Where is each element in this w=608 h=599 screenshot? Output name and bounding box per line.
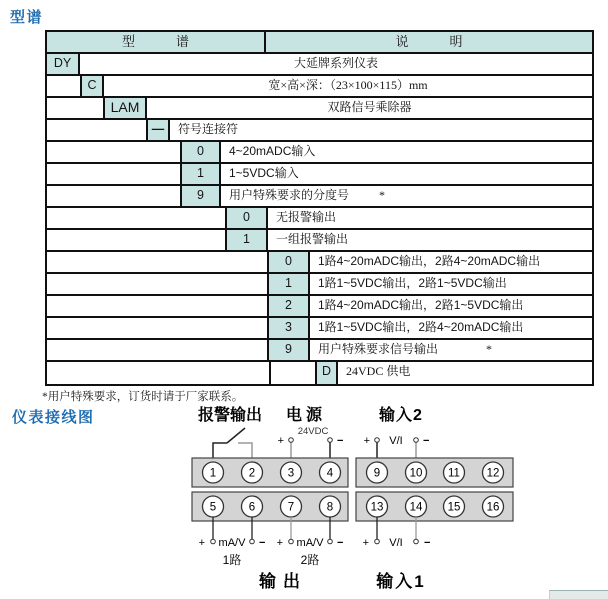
svg-text:14: 14 [409,501,423,514]
output2-polarity-labels [277,537,344,549]
table-row [47,318,592,340]
spacer-cell [47,120,146,140]
input2-vi-label: V/I [389,435,403,447]
page-title: 型谱 [10,9,44,26]
spacer-cell [47,274,267,294]
power-label: 电源 [285,407,327,424]
input1-polarity-labels [363,537,431,549]
output-label: 输出 [259,572,307,591]
header-model: 型 谱 [47,32,264,52]
svg-text:−: − [259,537,266,549]
table-footnote: *用户特殊要求，订货时请于厂家联系。 [42,391,244,403]
output1-mav-label: mA/V [218,537,246,549]
svg-text:11: 11 [448,467,460,480]
table-row [47,252,592,274]
svg-text:−: − [424,537,431,549]
terminal-5 [203,496,224,517]
terminal-14 [406,496,427,517]
svg-text:9: 9 [373,467,381,480]
table-row [47,208,592,230]
svg-text:7: 7 [287,501,295,514]
svg-text:6: 6 [248,501,256,514]
footnote-marker: * [379,188,386,202]
desc-cell: 1路1~5VDC输出，2路4~20mADC输出 [318,320,524,334]
code-cell: D [315,362,338,384]
terminal-7 [281,496,302,517]
terminal-1 [203,462,224,483]
code-cell: 0 [180,142,221,162]
code-cell: 9 [180,186,221,206]
terminal-15 [444,496,465,517]
desc-cell [221,186,592,206]
footnote-marker: * [486,342,493,356]
svg-text:+: + [198,537,205,549]
channel2-label: 2路 [300,553,320,567]
code-cell: C [80,76,104,96]
spacer-cell [47,318,267,338]
power-voltage-label: 24VDC [297,426,329,437]
table-row [47,142,592,164]
spacer-cell [47,186,180,206]
input1-label: 输入1 [376,572,426,591]
output1-polarity-labels [199,537,266,549]
table-row [47,230,592,252]
svg-text:8: 8 [326,501,334,514]
code-cell: 0 [267,252,310,272]
spacer-cell [47,208,225,228]
output2-mav-label: mA/V [296,537,324,549]
desc-cell: 24VDC 供电 [346,364,411,378]
terminal-10 [406,462,427,483]
header-description: 说 明 [264,32,592,52]
desc-cell: 无报警输出 [276,210,337,224]
wiring-diagram-heading: 仪表接线图 [12,409,95,426]
table-row [47,120,592,142]
input2-plus-label: + [363,435,370,447]
terminal-8 [320,496,341,517]
desc-cell: 双路信号乘除器 [327,100,412,114]
desc-cell: 1路4~20mADC输出，2路4~20mADC输出 [318,254,541,268]
terminal-2 [242,462,263,483]
svg-text:−: − [337,537,344,549]
input1-vi-label: V/I [389,537,403,549]
spacer-cell [47,252,267,272]
input2-minus-label: − [423,435,430,447]
table-row [47,274,592,296]
alarm-output-label: 报警输出 [197,407,263,424]
code-cell: 1 [267,274,310,294]
table-row [47,362,592,384]
spacer-cell [47,76,80,96]
model-spectrum-table [45,30,594,386]
svg-text:+: + [276,537,283,549]
code-cell: 3 [267,318,310,338]
svg-text:15: 15 [447,501,461,514]
svg-text:16: 16 [486,501,500,514]
terminal-11 [444,462,465,483]
svg-text:2: 2 [248,467,256,480]
desc-text: 用户特殊要求信号输出 [318,342,439,356]
spacer-cell [47,362,271,384]
power-plus-label: + [277,435,284,447]
spacer-cell [271,362,315,384]
svg-text:12: 12 [486,467,500,480]
svg-text:1: 1 [209,467,217,480]
terminal-6 [242,496,263,517]
desc-cell: 4~20mADC输入 [229,144,316,158]
desc-cell: 1路4~20mADC输出，2路1~5VDC输出 [318,298,524,312]
svg-text:5: 5 [209,501,217,514]
channel1-label: 1路 [222,553,242,567]
desc-cell: 符号连接符 [178,122,239,136]
code-cell: LAM [103,98,147,118]
spacer-cell [47,164,180,184]
svg-text:10: 10 [409,467,423,480]
code-cell: DY [47,54,80,74]
table-header-row [47,32,592,54]
desc-cell [310,340,592,360]
svg-text:3: 3 [287,467,295,480]
table-row [47,98,592,120]
svg-text:+: + [362,537,369,549]
code-cell: 1 [225,230,268,250]
desc-text: 用户特殊要求的分度号 [229,188,350,202]
table-row [47,54,592,76]
code-cell: 2 [267,296,310,316]
wiring-diagram [0,398,608,598]
svg-text:13: 13 [370,501,384,514]
terminal-16 [483,496,504,517]
table-row [47,164,592,186]
desc-cell: 宽×高×深：（23×100×115）mm [268,78,428,92]
spacer-cell [47,98,103,118]
desc-cell: 1~5VDC输入 [229,166,299,180]
code-cell: 9 [267,340,310,360]
desc-cell: 一组报警输出 [276,232,349,246]
input2-label: 输入2 [379,407,423,424]
input2-wires [364,435,430,461]
desc-cell: 大延牌系列仪表 [293,56,378,70]
spacer-cell [47,296,267,316]
code-cell: 1 [180,164,221,184]
desc-cell: 1路1~5VDC输出，2路1~5VDC输出 [318,276,507,290]
code-cell: 0 [225,208,268,228]
table-row [47,76,592,98]
power-wires [278,435,344,461]
terminal-12 [483,462,504,483]
svg-text:4: 4 [326,467,334,480]
terminal-13 [367,496,388,517]
terminal-4 [320,462,341,483]
alarm-contact-switch-icon [213,428,252,462]
code-cell: — [146,120,170,140]
spacer-cell [47,142,180,162]
power-minus-label: − [337,435,344,447]
table-row [47,296,592,318]
spacer-cell [47,340,267,360]
table-row [47,186,592,208]
spacer-cell [47,230,225,250]
table-row [47,340,592,362]
terminal-3 [281,462,302,483]
terminal-9 [367,462,388,483]
